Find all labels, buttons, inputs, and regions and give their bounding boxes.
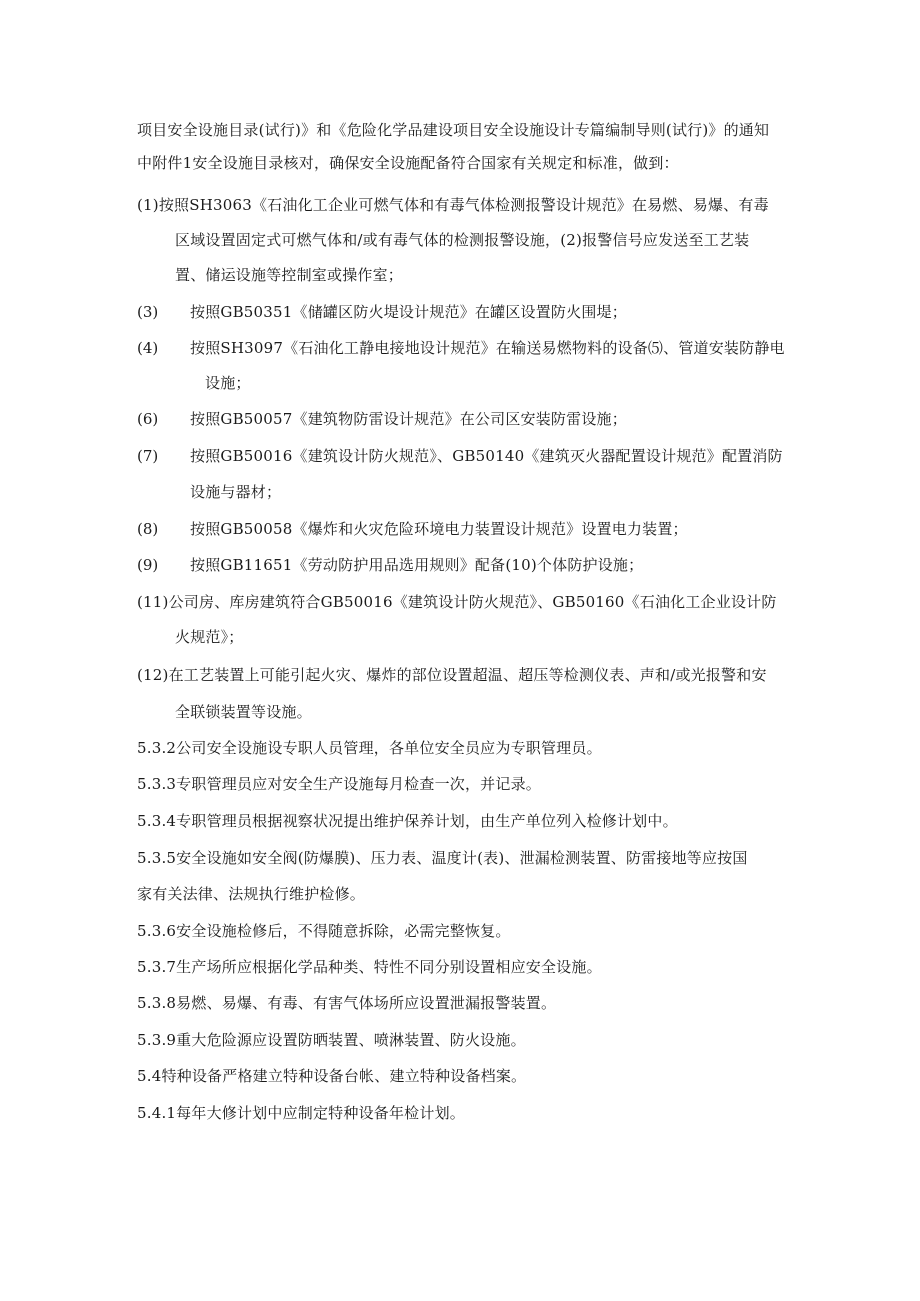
section-5-4: 5.4特种设备严格建立特种设备台帐、建立特种设备档案。 — [137, 1067, 527, 1085]
section-5-3-8: 5.3.8易燃、易爆、有毒、有害气体场所应设置泄漏报警装置。 — [137, 994, 557, 1012]
item-12-line-2: 全联锁装置等设施。 — [175, 703, 312, 721]
item-8-number: (8) — [137, 520, 159, 538]
section-5-3-9: 5.3.9重大危险源应设置防晒装置、喷淋装置、防火设施。 — [137, 1031, 526, 1049]
item-7-line-1: 按照GB50016《建筑设计防火规范》、GB50140《建筑灭火器配置设计规范》配置消防 — [190, 447, 783, 465]
item-1-line-1: (1)按照SH3063《石油化工企业可燃气体和有毒气体检测报警设计规范》在易燃、易爆、有毒 — [137, 196, 769, 214]
section-5-3-5-line-2: 家有关法律、法规执行维护检修。 — [137, 885, 366, 903]
section-5-3-6: 5.3.6安全设施检修后，不得随意拆除，必需完整恢复。 — [137, 922, 511, 940]
item-8-line-1: 按照GB50058《爆炸和火灾危险环境电力装置设计规范》设置电力装置； — [190, 520, 688, 538]
intro-line-2: 中附件1安全设施目录核对，确保安全设施配备符合国家有关规定和标准，做到： — [137, 154, 679, 172]
intro-line-1: 项目安全设施目录(试行)》和《危险化学品建设项目安全设施设计专篇编制导则(试行)》的通知 — [137, 121, 770, 139]
item-4-line-2: 设施； — [205, 374, 251, 392]
item-7-line-2: 设施与器材； — [190, 483, 282, 501]
section-5-3-5-line-1: 5.3.5安全设施如安全阀(防爆膜)、压力表、温度计(表)、泄漏检测装置、防雷接地等应按国 — [137, 849, 748, 867]
item-1-line-2: 区域设置固定式可燃气体和/或有毒气体的检测报警设施，(2)报警信号应发送至工艺装 — [175, 231, 750, 249]
item-3-line-1: 按照GB50351《储罐区防火堤设计规范》在罐区设置防火围堤； — [190, 303, 627, 321]
section-5-3-2: 5.3.2公司安全设施设专职人员管理，各单位安全员应为专职管理员。 — [137, 739, 602, 757]
item-1-line-3: 置、储运设施等控制室或操作室； — [175, 266, 404, 284]
item-6-number: (6) — [137, 410, 159, 428]
item-11-line-1: (11)公司房、库房建筑符合GB50016《建筑设计防火规范》、GB50160《石油化工企业设计防 — [137, 593, 777, 611]
item-11-line-2: 火规范》； — [175, 628, 244, 646]
section-5-3-7: 5.3.7生产场所应根据化学品种类、特性不同分别设置相应安全设施。 — [137, 958, 602, 976]
item-7-number: (7) — [137, 447, 159, 465]
section-5-4-1: 5.4.1每年大修计划中应制定特种设备年检计划。 — [137, 1104, 465, 1122]
item-6-line-1: 按照GB50057《建筑物防雷设计规范》在公司区安装防雷设施； — [190, 410, 627, 428]
item-3-number: (3) — [137, 303, 159, 321]
item-9-number: (9) — [137, 556, 159, 574]
section-5-3-4: 5.3.4专职管理员根据视察状况提出维护保养计划，由生产单位列入检修计划中。 — [137, 812, 678, 830]
item-4-number: (4) — [137, 339, 159, 357]
item-4-line-1: 按照SH3097《石油化工静电接地设计规范》在输送易燃物料的设备⑸、管道安装防静电 — [190, 339, 785, 357]
item-12-line-1: (12)在工艺装置上可能引起火灾、爆炸的部位设置超温、超压等检测仪表、声和/或光报警和安 — [137, 666, 767, 684]
item-9-line-1: 按照GB11651《劳动防护用品选用规则》配备(10)个体防护设施； — [190, 556, 644, 574]
section-5-3-3: 5.3.3专职管理员应对安全生产设施每月检查一次，并记录。 — [137, 775, 541, 793]
